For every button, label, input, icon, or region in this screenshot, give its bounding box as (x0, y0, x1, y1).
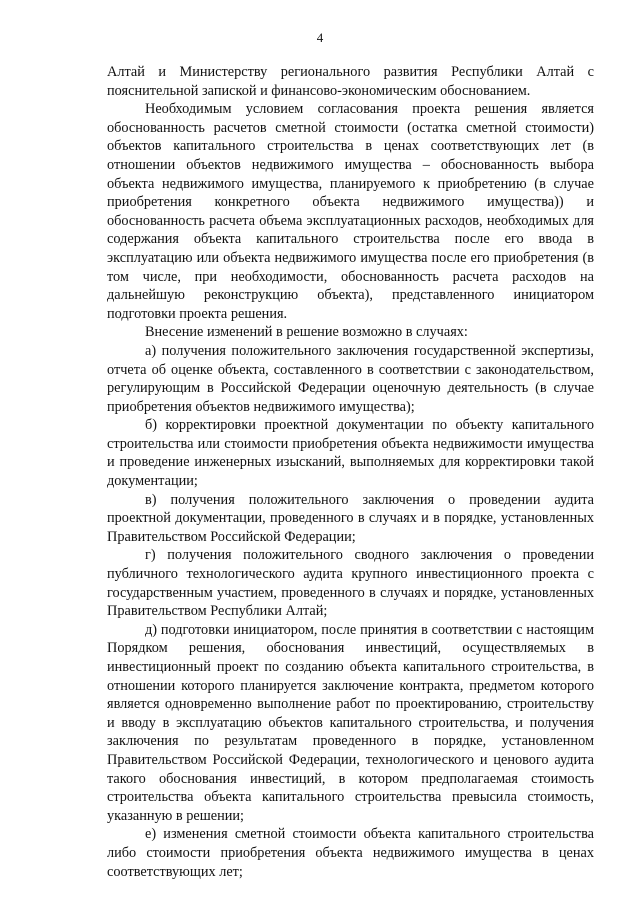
list-item-v: в) получения положительного заключения о проведении аудита проектной документации, проведенного в случаях и в порядке, установленных Правительством Российской Федерации; (107, 491, 594, 545)
paragraph-amendment-cases: Внесение изменений в решение возможно в случаях: (145, 324, 468, 341)
list-item-a: а) получения положительного заключения государственной экспертизы, отчета об оценке объекта, составленного в соответствии с законодательством, регулирующим в Российской Федерации оценочную деятельность (в случае приобретения объектов недвижимого имущества); (107, 342, 594, 415)
paragraph-approval-condition: Необходимым условием согласования проекта решения является обоснованность расчетов сметной стоимости (остатка сметной стоимости) объектов капитального строительства в ценах соответствующих лет (в отношении объектов недвижимого имущества – обоснованность выбора объекта недвижимого имущества, планируемого к приобретению (в случае приобретения конкретного объекта недвижимого имущества)) и обоснованность расчета объема эксплуатационных расходов, необходимых для содержания объекта капитального строительства после его ввода в эксплуатацию или объекта недвижимого имущества после его приобретения (в том числе, при необходимости, обоснованность расчета расходов на дальнейшую реконструкцию объекта), представленного инициатором подготовки проекта решения. (107, 101, 594, 322)
list-item-g: г) получения положительного сводного заключения о проведении публичного технологического аудита крупного инвестиционного проекта с государственным участием, проведенного в случаях и порядке, установленных Правительством Республики Алтай; (107, 547, 594, 620)
list-item-e: е) изменения сметной стоимости объекта капитального строительства либо стоимости приобретения объекта недвижимого имущества в ценах соответствующих лет; (107, 826, 594, 880)
paragraph-continuation: Алтай и Министерству регионального развития Республики Алтай с пояснительной запиской и финансово-экономическим обоснованием. (107, 64, 594, 99)
list-item-b: б) корректировки проектной документации по объекту капитального строительства или стоимости приобретения объекта недвижимости имущества и проведение инженерных изысканий, выполняемых для корректировки такой документации; (107, 417, 594, 490)
document-body (107, 63, 594, 881)
list-item-d: д) подготовки инициатором, после принятия в соответствии с настоящим Порядком решения, обоснования инвестиций, осуществляемых в инвестиционный проект по созданию объекта капитального строительства, в отношении которого планируется заключение контракта, предметом которого является одновременно выполнение работ по проектированию, строительству и вводу в эксплуатацию объектов капитального строительства, и получения заключения по результатам проведенного в порядке, установленном Правительством Российской Федерации, технологического и ценового аудита такого обоснования инвестиций, в котором предполагаемая стоимость строительства объекта капитального строительства превысила стоимость, указанную в решении; (107, 621, 594, 824)
page-number: 4 (316, 30, 324, 45)
